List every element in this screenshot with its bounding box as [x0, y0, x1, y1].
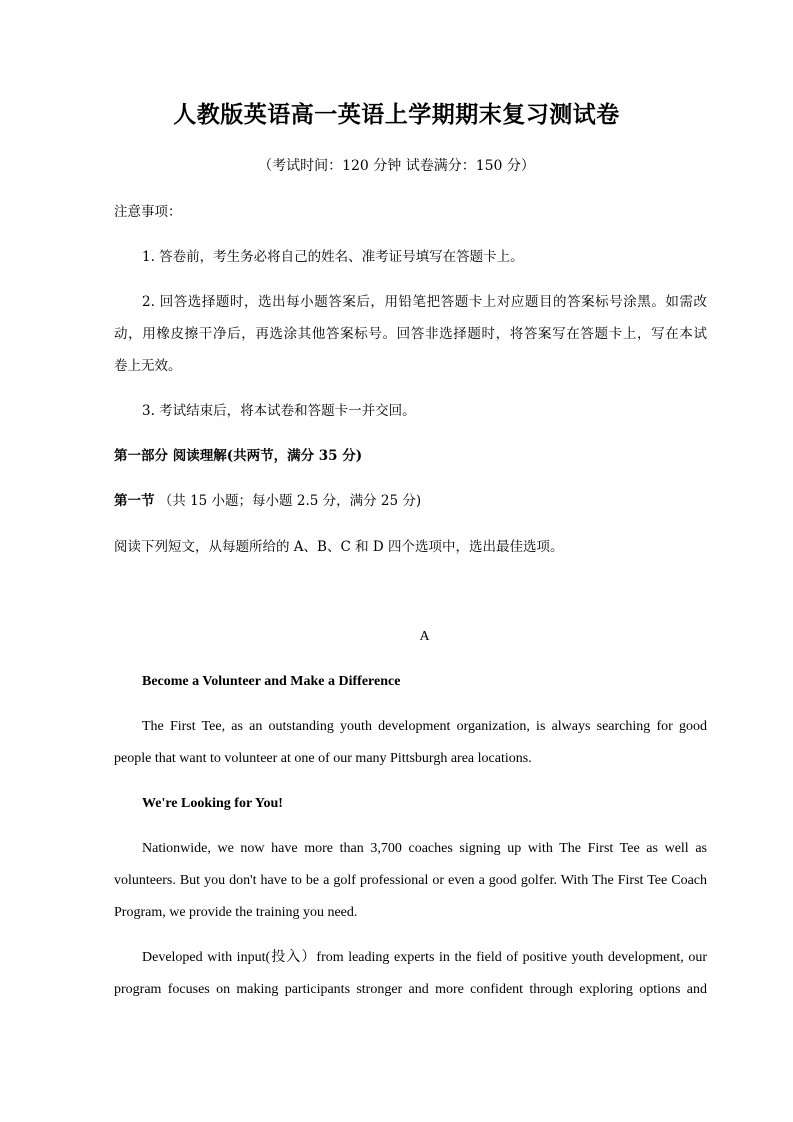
notice-item-2-line-2: 动，用橡皮擦干净后，再选涂其他答案标号。回答非选择题时，将答案写在答题卡上，写在本试 [114, 326, 707, 342]
page-title: 人教版英语高一英语上学期期末复习测试卷 [173, 101, 620, 128]
section-detail: （共 15 小题；每小题 2.5 分，满分 25 分) [158, 493, 422, 509]
passage-para-1-line-2: people that want to volunteer at one of our many Pittsburgh area locations. [114, 751, 532, 766]
passage-para-1-line-1: The First Tee, as an outstanding youth development organization, is always searching for good [142, 719, 707, 734]
passage-heading-2: We're Looking for You! [142, 796, 283, 811]
passage-para-2-line-2: volunteers. But you don't have to be a golf professional or even a good golfer. With The First Tee Coach [114, 873, 707, 888]
notice-item-3: 3. 考试结束后，将本试卷和答题卡一并交回。 [142, 403, 416, 419]
notice-heading: 注意事项： [114, 204, 182, 220]
passage-label: A [419, 629, 430, 644]
section-heading [114, 492, 421, 510]
passage-para-3-line-1: Developed with input(投入）from leading experts in the field of positive youth development, our [142, 950, 707, 965]
notice-item-2-line-1: 2. 回答选择题时，选出每小题答案后，用铅笔把答题卡上对应题目的答案标号涂黑。如需改 [142, 294, 707, 310]
part-heading: 第一部分 阅读理解(共两节，满分 35 分) [114, 448, 363, 464]
instruction-text: 阅读下列短文，从每题所给的 A、B、C 和 D 四个选项中，选出最佳选项。 [114, 539, 564, 555]
notice-item-1: 1. 答卷前，考生务必将自己的姓名、准考证号填写在答题卡上。 [142, 249, 524, 265]
passage-para-2-line-1: Nationwide, we now have more than 3,700 coaches signing up with The First Tee as well as [142, 841, 707, 856]
section-label: 第一节 [114, 493, 155, 509]
passage-para-2-line-3: Program, we provide the training you need. [114, 905, 358, 920]
notice-item-2-line-3: 卷上无效。 [114, 358, 182, 374]
passage-heading-1: Become a Volunteer and Make a Difference [142, 674, 401, 689]
exam-info-subtitle: （考试时间：120 分钟 试卷满分：150 分） [258, 158, 535, 174]
passage-para-3-line-2: program focuses on making participants stronger and more confident through exploring options and [114, 982, 707, 997]
